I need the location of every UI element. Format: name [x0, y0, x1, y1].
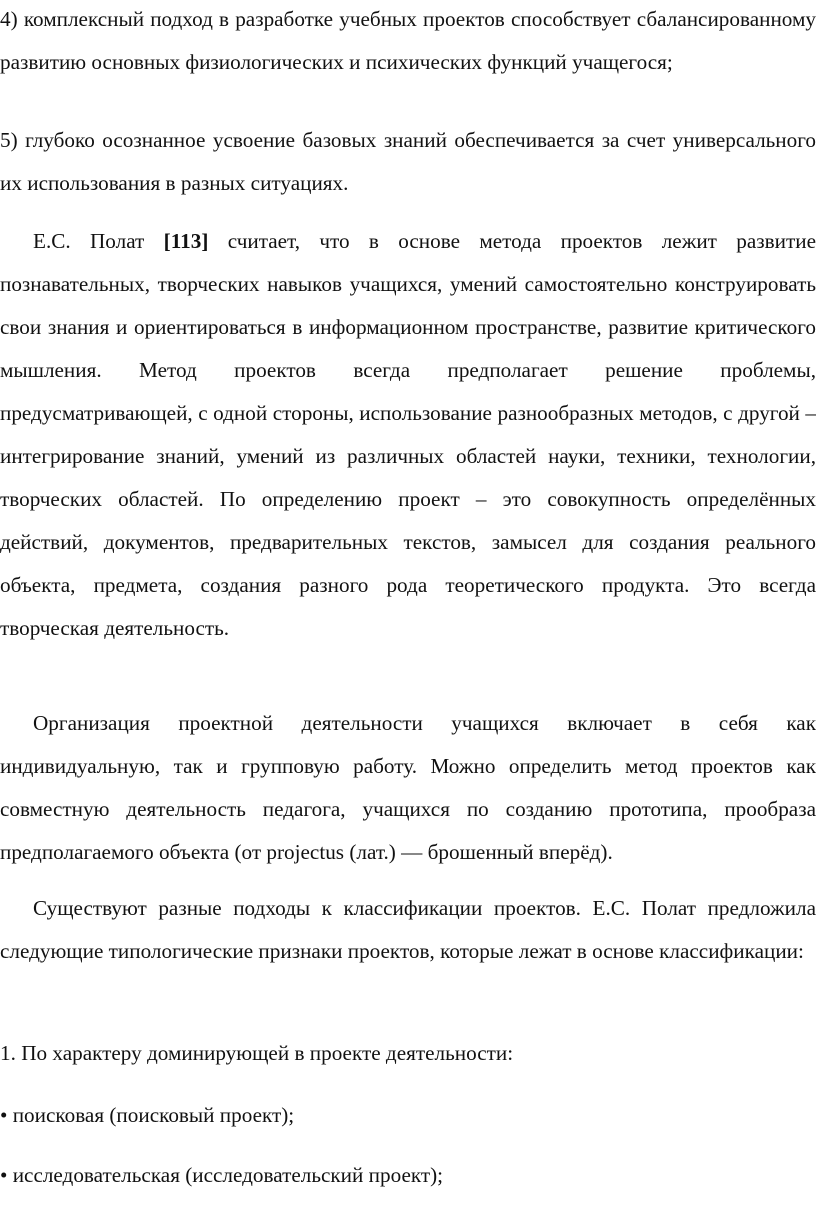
paragraph-polat-body: считает, что в основе метода проектов лежит развитие познавательных, творческих навыков учащихся, умений самостоятельно конструировать свои знания и ориентироваться в информационном пространстве, развитие критического мышления. Метод проектов всегда предполагает решение проблемы, предусматривающей, с одной стороны, использование разнообразных методов, с другой – интегрирование знаний, умений из различных областей науки, техники, технологии, творческих областей. По определению проект – это совокупность определённых действий, документов, предварительных текстов, замысел для создания реального объекта, предмета, создания разного рода теоретического продукта. Это всегда творческая деятельность.	[0, 229, 816, 640]
bullet-item: • поисковая (поисковый проект);	[0, 1103, 295, 1127]
bullet-item: • исследовательская (исследовательский проект);	[0, 1163, 444, 1187]
paragraph-polat	[0, 220, 816, 650]
list-item-5: 5) глубоко осознанное усвоение базовых знаний обеспечивается за счет универсального их использования в разных ситуациях.	[0, 128, 816, 195]
citation-reference: [113]	[163, 229, 209, 253]
list-heading: 1. По характеру доминирующей в проекте деятельности:	[0, 1041, 514, 1065]
paragraph-classification: Существуют разные подходы к классификации проектов. Е.С. Полат предложила следующие типологические признаки проектов, которые лежат в основе классификации:	[0, 896, 816, 963]
list-item-4: 4) комплексный подход в разработке учебных проектов способствует сбалансированному развитию основных физиологических и психических функций учащегося;	[0, 7, 816, 74]
paragraph-organization: Организация проектной деятельности учащихся включает в себя как индивидуальную, так и групповую работу. Можно определить метод проектов как совместную деятельность педагога, учащихся по созданию прототипа, прообраза предполагаемого объекта (от projectus (лат.) — брошенный вперёд).	[0, 711, 816, 864]
paragraph-polat-lead: Е.С. Полат	[33, 229, 164, 253]
